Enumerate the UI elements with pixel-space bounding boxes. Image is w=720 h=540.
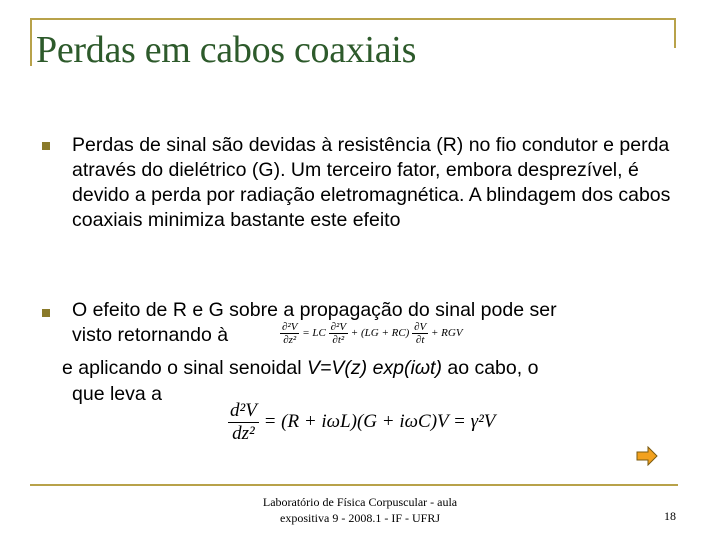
eq-fraction: $\frac{\text{d²V}}{\text{dz²}}$ [230, 400, 257, 444]
bullet-2-line-1: O efeito de R e G sobre a propagação do sinal pode ser [72, 299, 557, 321]
eq-term: + (LG + RC) [350, 327, 410, 340]
footer-line-2: expositiva 9 - 2008.1 - IF - UFRJ [280, 511, 440, 525]
square-bullet-icon [42, 142, 50, 150]
eq-term: = (R + iωL)(G + iωC)V = γ²V [263, 410, 496, 432]
bullet-2-line-3 [62, 356, 538, 381]
footer-line-1: Laboratório de Física Corpuscular - aula [262, 495, 458, 509]
bullet-2-line-2: visto retornando à [72, 324, 229, 346]
bullet-text-1: Perdas de sinal são devidas à resistência (R) no fio condutor e perda através do dielétrico (G). Um terceiro fator, embora desprezível, é devido a perda por radiação eletromagnética. A blindagem dos cabos coaxiais minimiza bastante este efeito [72, 134, 671, 231]
eq-term: = LC [302, 327, 326, 340]
footer-caption [250, 494, 470, 526]
telegraph-equation [280, 321, 463, 346]
eq-fraction: $\frac{\text{∂²V}}{\text{∂z²}}$ [282, 321, 298, 346]
title-frame-left [30, 18, 32, 66]
right-arrow-icon [636, 446, 658, 466]
next-slide-button[interactable] [636, 446, 658, 466]
footer-divider [30, 484, 678, 486]
square-bullet-icon [42, 309, 50, 317]
result-equation [228, 400, 495, 445]
eq-term: + RGV [431, 327, 463, 340]
slide-title: Perdas em cabos coaxiais [36, 29, 417, 71]
title-frame-right [674, 18, 676, 48]
title-frame-top [30, 18, 676, 20]
eq-fraction: $\frac{\partial V}{\partial t}$ [414, 321, 427, 346]
eq-fraction: $\frac{\text{∂²V}}{\text{∂t²}}$ [330, 321, 347, 346]
line3-prefix: e aplicando o sinal senoidal [62, 357, 308, 379]
page-number: 18 [664, 509, 676, 523]
sinusoidal-formula: V=V(z) exp(iωt) [307, 357, 442, 379]
bullet-2-line-4: que leva a [72, 383, 162, 405]
line3-suffix: ao cabo, o [441, 357, 539, 379]
